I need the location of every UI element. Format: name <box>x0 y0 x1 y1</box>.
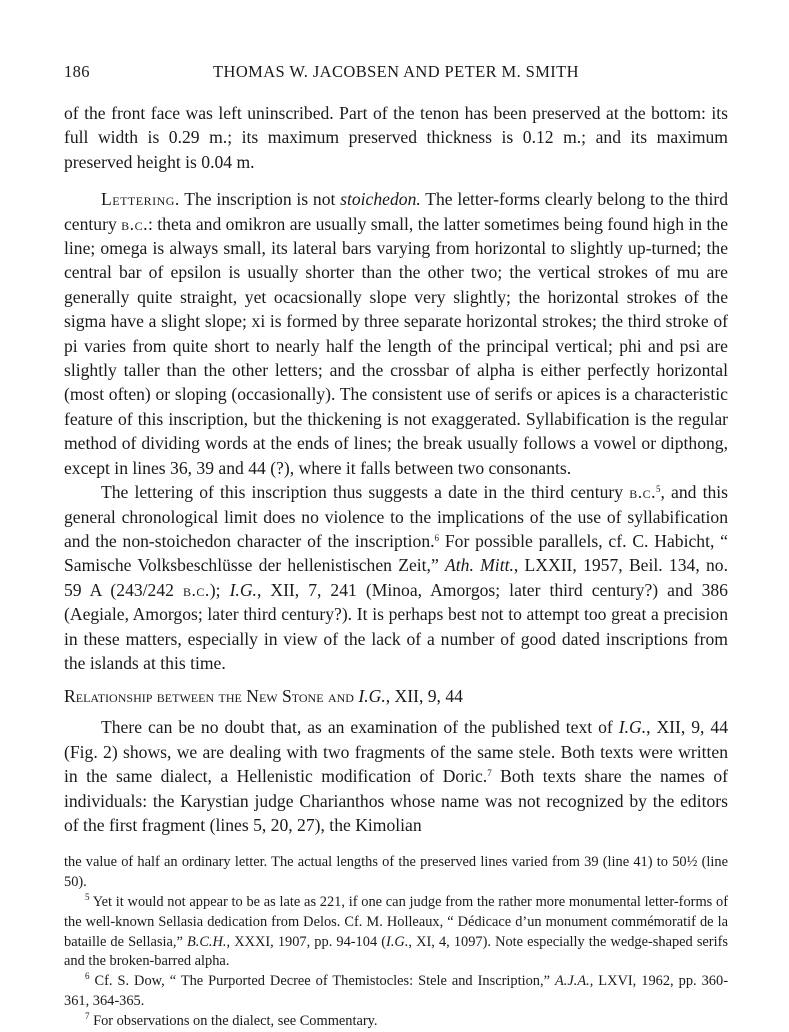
era-abbrev: b.c. <box>121 213 148 234</box>
journal-title: A.J.A. <box>554 973 590 990</box>
corpus-title: I.G. <box>618 717 647 738</box>
footnote-ref-5[interactable]: 5 <box>656 484 661 495</box>
paragraph-relationship: There can be no doubt that, as an examination of the published text of I.G., XII, 9, 44 (Fig. 2) shows, we are dealing with two fragments of the same stele. Both texts were written in the same dialect, a Hellenistic modification of Doric.$^7$ Both texts share the names of individuals: the Karystian judge Charianthos whose name was not recognized by the editors of the first fragment (lines 5, 20, 27), the Kimolian <box>64 717 728 835</box>
italic-term: stoichedon. <box>340 189 421 210</box>
section-heading: Relationship between the New Stone and I.G., XII, 9, 44 <box>64 686 463 707</box>
page-number: 186 <box>64 62 90 81</box>
footnote-6: $^6$ Cf. S. Dow, “ The Purported Decree of Themistocles: Stele and Inscription,” A.J.A., LXVI, 1962, pp. 360-361, 364-365. <box>64 971 728 1009</box>
body-text <box>64 101 728 837</box>
journal-title: B.C.H. <box>186 933 227 950</box>
paragraph-tenon: of the front face was left uninscribed. Part of the tenon has been preserved at the bottom: its full width is 0.29 m.; its maximum preserved thickness is 0.12 m.; and its maximum preserved height is 0.04 m. <box>64 103 728 172</box>
footnote-5: $^5$ Yet it would not appear to be as late as 221, if one can judge from the rather more monumental letter-forms of the well-known Sellasia dedication from Delos. Cf. M. Holleaux, “ Dédicace d’un monument commémoratif de la bataille de Sellasia,” B.C.H., XXXI, 1907, pp. 94-104 (I.G., XI, 4, 1097). Note especially the wedge-shaped serifs and the broken-barred alpha. <box>64 891 728 970</box>
footnote-marker: 5 <box>85 891 90 902</box>
footnote-ref-7[interactable]: 7 <box>487 768 492 779</box>
footnote-marker: 7 <box>85 1010 90 1021</box>
footnote-7: $^7$ For observations on the dialect, see Commentary. <box>85 1010 378 1029</box>
paragraph-lettering: Lettering. The inscription is not stoichedon. The letter-forms clearly belong to the third century b.c.: theta and omikron are usually small, the latter sometimes being found high in the line; omega is always small, its lateral bars varying from horizontal to slightly up-turned; the central bar of epsilon is usually shorter than the other two; the vertical strokes of mu are generally quite straight, yet ocacsionally slope very slightly; the horizontal strokes of the sigma have a slight slope; xi is formed by three separate horizontal strokes; the third stroke of pi varies from quite short to nearly half the length of the principal vertical; phi and psi are slightly taller than the other letters; and the crossbar of alpha is either perfectly horizontal (most often) or sloping (occasionally). The consistent use of serifs or apices is a characteristic feature of this inscription, but the thickening is not exaggerated. Syllabification is the regular method of dividing words at the ends of lines; the break usually follows a vowel or dipthong, except in lines 36, 39 and 44 (?), where it falls between two consonants. <box>64 189 729 478</box>
running-head: THOMAS W. JACOBSEN AND PETER M. SMITH <box>213 62 579 81</box>
lettering-lead: Lettering. <box>101 189 180 210</box>
corpus-title: I.G. <box>386 933 409 950</box>
corpus-title: I.G. <box>358 686 386 707</box>
page-header <box>64 62 728 86</box>
paragraph-date: The lettering of this inscription thus suggests a date in the third century b.c.$^5$, and this general chronological limit does no violence to the implications of the use of syllabification and the non-stoichedon character of the inscription.$^6$ For possible parallels, cf. C. Habicht, “ Samische Volksbeschlüsse der hellenistischen Zeit,” Ath. Mitt., LXXII, 1957, Beil. 134, no. 59 A (243/242 b.c.); I.G., XII, 7, 241 (Minoa, Amorgos; later third century?) and 386 (Aegiale, Amorgos; later third century?). It is perhaps best not to attempt too great a precision in these matters, especially in view of the lack of a number of good dated inscriptions from the islands at this time. <box>64 482 728 673</box>
corpus-title: I.G. <box>229 579 257 600</box>
era-abbrev: b.c. <box>182 579 210 600</box>
page <box>64 62 728 1032</box>
era-abbrev: b.c. <box>629 482 657 503</box>
footnotes <box>64 853 728 1031</box>
journal-title: Ath. Mitt. <box>445 555 514 576</box>
footnote-ref-6[interactable]: 6 <box>434 532 440 543</box>
footnote-marker: 6 <box>85 971 90 982</box>
footnote-continuation: the value of half an ordinary letter. The actual lengths of the preserved lines varied from 39 (line 41) to 50½ (line 50). <box>64 854 728 891</box>
